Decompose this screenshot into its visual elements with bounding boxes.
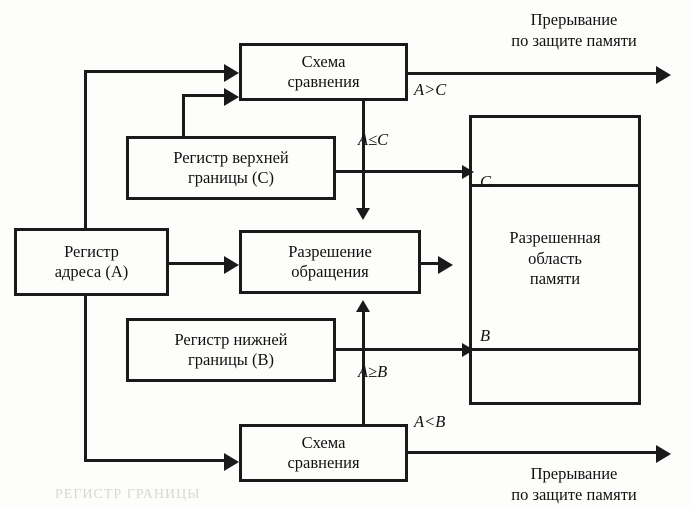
arrowhead-permit-to-region bbox=[438, 256, 453, 274]
block-address-register[interactable] bbox=[14, 228, 169, 296]
arrowhead-address-to-permit bbox=[224, 256, 239, 274]
wire-ale-c-to-permit bbox=[362, 96, 365, 212]
access-permit-line1: Разрешение bbox=[288, 241, 372, 261]
arrowhead-upperreg-to-region-c bbox=[462, 165, 474, 179]
caption-top-line1: Прерывание bbox=[530, 10, 618, 29]
condition-label-a-ge-b bbox=[358, 362, 387, 382]
wire-alt-b-interrupt bbox=[408, 451, 660, 454]
arrowhead-age-b-to-permit bbox=[356, 300, 370, 312]
block-lower-bound-register[interactable] bbox=[126, 318, 336, 382]
compare-top-line1: Схема bbox=[301, 51, 346, 71]
caption-bottom-line2: по защите памяти bbox=[511, 484, 637, 504]
condition-label-a-le-c bbox=[358, 130, 388, 150]
wire-agt-c-interrupt bbox=[408, 72, 660, 75]
caption-interrupt-bottom bbox=[460, 464, 688, 505]
caption-interrupt-top bbox=[460, 10, 688, 51]
arrowhead-trunk-to-compare-top bbox=[224, 64, 239, 82]
background-bleed-text: РЕГИСТР ГРАНИЦЫ bbox=[55, 487, 201, 502]
access-permit-line2: обращения bbox=[291, 262, 369, 281]
region-label-c: C bbox=[480, 172, 492, 191]
block-upper-bound-register[interactable] bbox=[126, 136, 336, 200]
condition-text-a-gt-c: A>C bbox=[414, 80, 447, 99]
upper-register-line1: Регистр верхней bbox=[173, 147, 289, 167]
lower-register-line1: Регистр нижней bbox=[174, 329, 288, 349]
caption-bottom-line1: Прерывание bbox=[530, 464, 618, 483]
address-register-line2: адреса (A) bbox=[54, 262, 129, 281]
block-access-permission[interactable] bbox=[239, 230, 421, 294]
arrowhead-agt-c-interrupt bbox=[656, 66, 671, 84]
lower-register-line2: границы (B) bbox=[187, 350, 275, 369]
wire-trunk-to-compare-top bbox=[84, 70, 226, 73]
condition-text-a-le-c: A≤C bbox=[358, 130, 389, 149]
address-register-line1: Регистр bbox=[64, 241, 119, 261]
wire-trunk-to-compare-bottom bbox=[84, 459, 226, 462]
arrowhead-lowerreg-to-region-b bbox=[462, 343, 474, 357]
compare-bottom-line1: Схема bbox=[301, 432, 346, 452]
compare-top-line2: сравнения bbox=[287, 72, 360, 91]
wire-lowerreg-to-region-b bbox=[336, 348, 472, 351]
region-description-line2: область bbox=[528, 248, 582, 268]
condition-text-a-ge-b: A≥B bbox=[358, 362, 388, 381]
region-label-b: B bbox=[480, 326, 491, 345]
wire-region-boundary-c bbox=[472, 184, 640, 187]
region-description bbox=[473, 228, 637, 290]
arrowhead-alt-b-interrupt bbox=[656, 445, 671, 463]
block-compare-scheme-bottom[interactable] bbox=[239, 424, 408, 482]
arrowhead-ale-c-to-permit bbox=[356, 208, 370, 220]
region-description-line3: памяти bbox=[529, 269, 581, 289]
condition-label-a-lt-b bbox=[414, 412, 445, 432]
arrowhead-upperreg-to-compare-top bbox=[224, 88, 239, 106]
wire-region-boundary-b bbox=[472, 348, 640, 351]
condition-label-a-gt-c bbox=[414, 80, 446, 100]
arrowhead-trunk-to-compare-bottom bbox=[224, 453, 239, 471]
upper-register-line2: границы (C) bbox=[187, 168, 275, 187]
caption-top-line2: по защите памяти bbox=[511, 30, 637, 50]
wire-address-to-permit bbox=[168, 262, 226, 265]
condition-text-a-lt-b: A<B bbox=[414, 412, 446, 431]
region-description-line1: Разрешенная bbox=[509, 228, 601, 247]
wire-upperreg-to-region-c bbox=[336, 170, 472, 173]
wire-upperreg-to-compare-top-h bbox=[182, 94, 226, 97]
block-compare-scheme-top[interactable] bbox=[239, 43, 408, 101]
compare-bottom-line2: сравнения bbox=[287, 453, 360, 472]
